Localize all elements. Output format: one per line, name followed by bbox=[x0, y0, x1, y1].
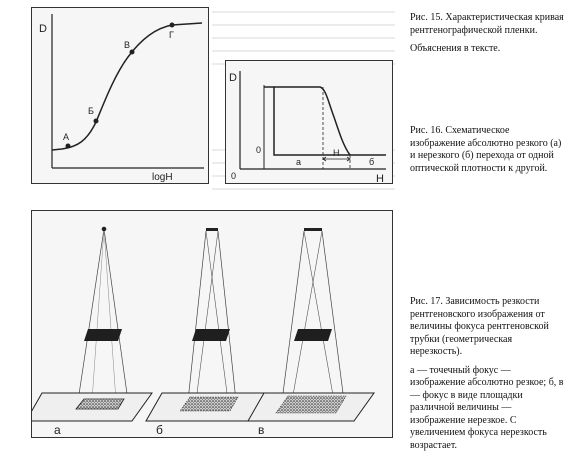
figure-15-panel bbox=[31, 7, 209, 184]
fig16-axis-x-label: H bbox=[376, 173, 384, 185]
point-g-label: Г bbox=[169, 30, 174, 40]
image-a bbox=[76, 399, 124, 409]
ray-v-4 bbox=[292, 231, 322, 401]
fig15-note: Объяснения в тексте. bbox=[410, 43, 501, 54]
fig16-zero-label: 0 bbox=[256, 145, 262, 155]
fig17-label-b: б bbox=[156, 423, 163, 437]
ray-v-1 bbox=[282, 231, 304, 401]
ray-v-2 bbox=[322, 231, 344, 401]
fig17-unit-b bbox=[146, 228, 272, 437]
ray-b-3 bbox=[206, 231, 228, 401]
point-g-marker bbox=[170, 23, 175, 28]
fig17-label-a: а bbox=[54, 423, 61, 437]
fig16-label-a: а bbox=[296, 157, 302, 167]
focal-spot-v bbox=[304, 228, 322, 231]
image-v bbox=[276, 396, 346, 413]
sharp-transition-line bbox=[264, 87, 386, 155]
ray-b-1 bbox=[188, 231, 206, 401]
unsharp-transition-line bbox=[274, 87, 350, 155]
fig15-axis-y-label: D bbox=[39, 23, 47, 35]
figure-16-drawing bbox=[226, 61, 394, 185]
ray-a-inner-left bbox=[92, 229, 104, 401]
fig16-caption-block bbox=[410, 125, 564, 181]
fig15-caption: Рис. 15. Характеристическая кривая рентгенографической пленки. bbox=[410, 12, 564, 36]
focal-spot-b bbox=[206, 228, 218, 231]
point-b-label: Б bbox=[88, 106, 94, 116]
fig15-axis-x-label: logH bbox=[152, 172, 173, 183]
fig16-label-b: б bbox=[369, 157, 375, 167]
fig16-origin-label: 0 bbox=[231, 171, 237, 181]
ray-b-2 bbox=[218, 231, 236, 401]
fig17-unit-a bbox=[32, 227, 152, 437]
fig17-caption-block bbox=[410, 296, 564, 458]
figure-16-panel bbox=[225, 60, 393, 184]
point-a-marker bbox=[66, 144, 71, 149]
ray-v-3 bbox=[304, 231, 334, 401]
fig16-caption: Рис. 16. Схематическое изображение абсолютно резкого (а) и нерезкого (б) перехода от одной оптической плотности к другой. bbox=[410, 125, 562, 174]
fig15-caption-block bbox=[410, 12, 564, 62]
fig17-legend: а — точечный фокус — изображение абсолютно резкое; б, в — фокус в виде площадки различной величины — изображение нерезкое. С увеличением фокуса нерезкость возрастает. bbox=[410, 364, 564, 451]
ray-a-right bbox=[104, 229, 128, 401]
object-b bbox=[192, 329, 230, 341]
figure-17-panel bbox=[31, 210, 393, 438]
point-focus-marker bbox=[102, 227, 107, 232]
point-a-label: А bbox=[63, 132, 70, 142]
point-b-marker bbox=[94, 119, 99, 124]
fig17-label-v: в bbox=[258, 423, 265, 437]
point-v-label: В bbox=[124, 40, 131, 50]
ray-a-inner-right bbox=[104, 229, 116, 401]
fig16-axis-y-label: D bbox=[229, 72, 237, 84]
fig16-label-h: Н bbox=[333, 148, 340, 158]
object-v bbox=[294, 329, 332, 341]
ray-a-left bbox=[78, 229, 104, 401]
fig17-caption: Рис. 17. Зависимость резкости рентгеновского изображения от величины фокуса рентгеновской трубки (геометрическая нерезкость). bbox=[410, 296, 549, 357]
ray-b-4 bbox=[196, 231, 218, 401]
figure-15-drawing bbox=[32, 8, 210, 185]
image-b bbox=[180, 397, 238, 411]
fig17-unit-v bbox=[248, 228, 374, 437]
object-a bbox=[84, 329, 122, 341]
figure-17-drawing bbox=[32, 211, 394, 439]
point-v-marker bbox=[130, 50, 135, 55]
